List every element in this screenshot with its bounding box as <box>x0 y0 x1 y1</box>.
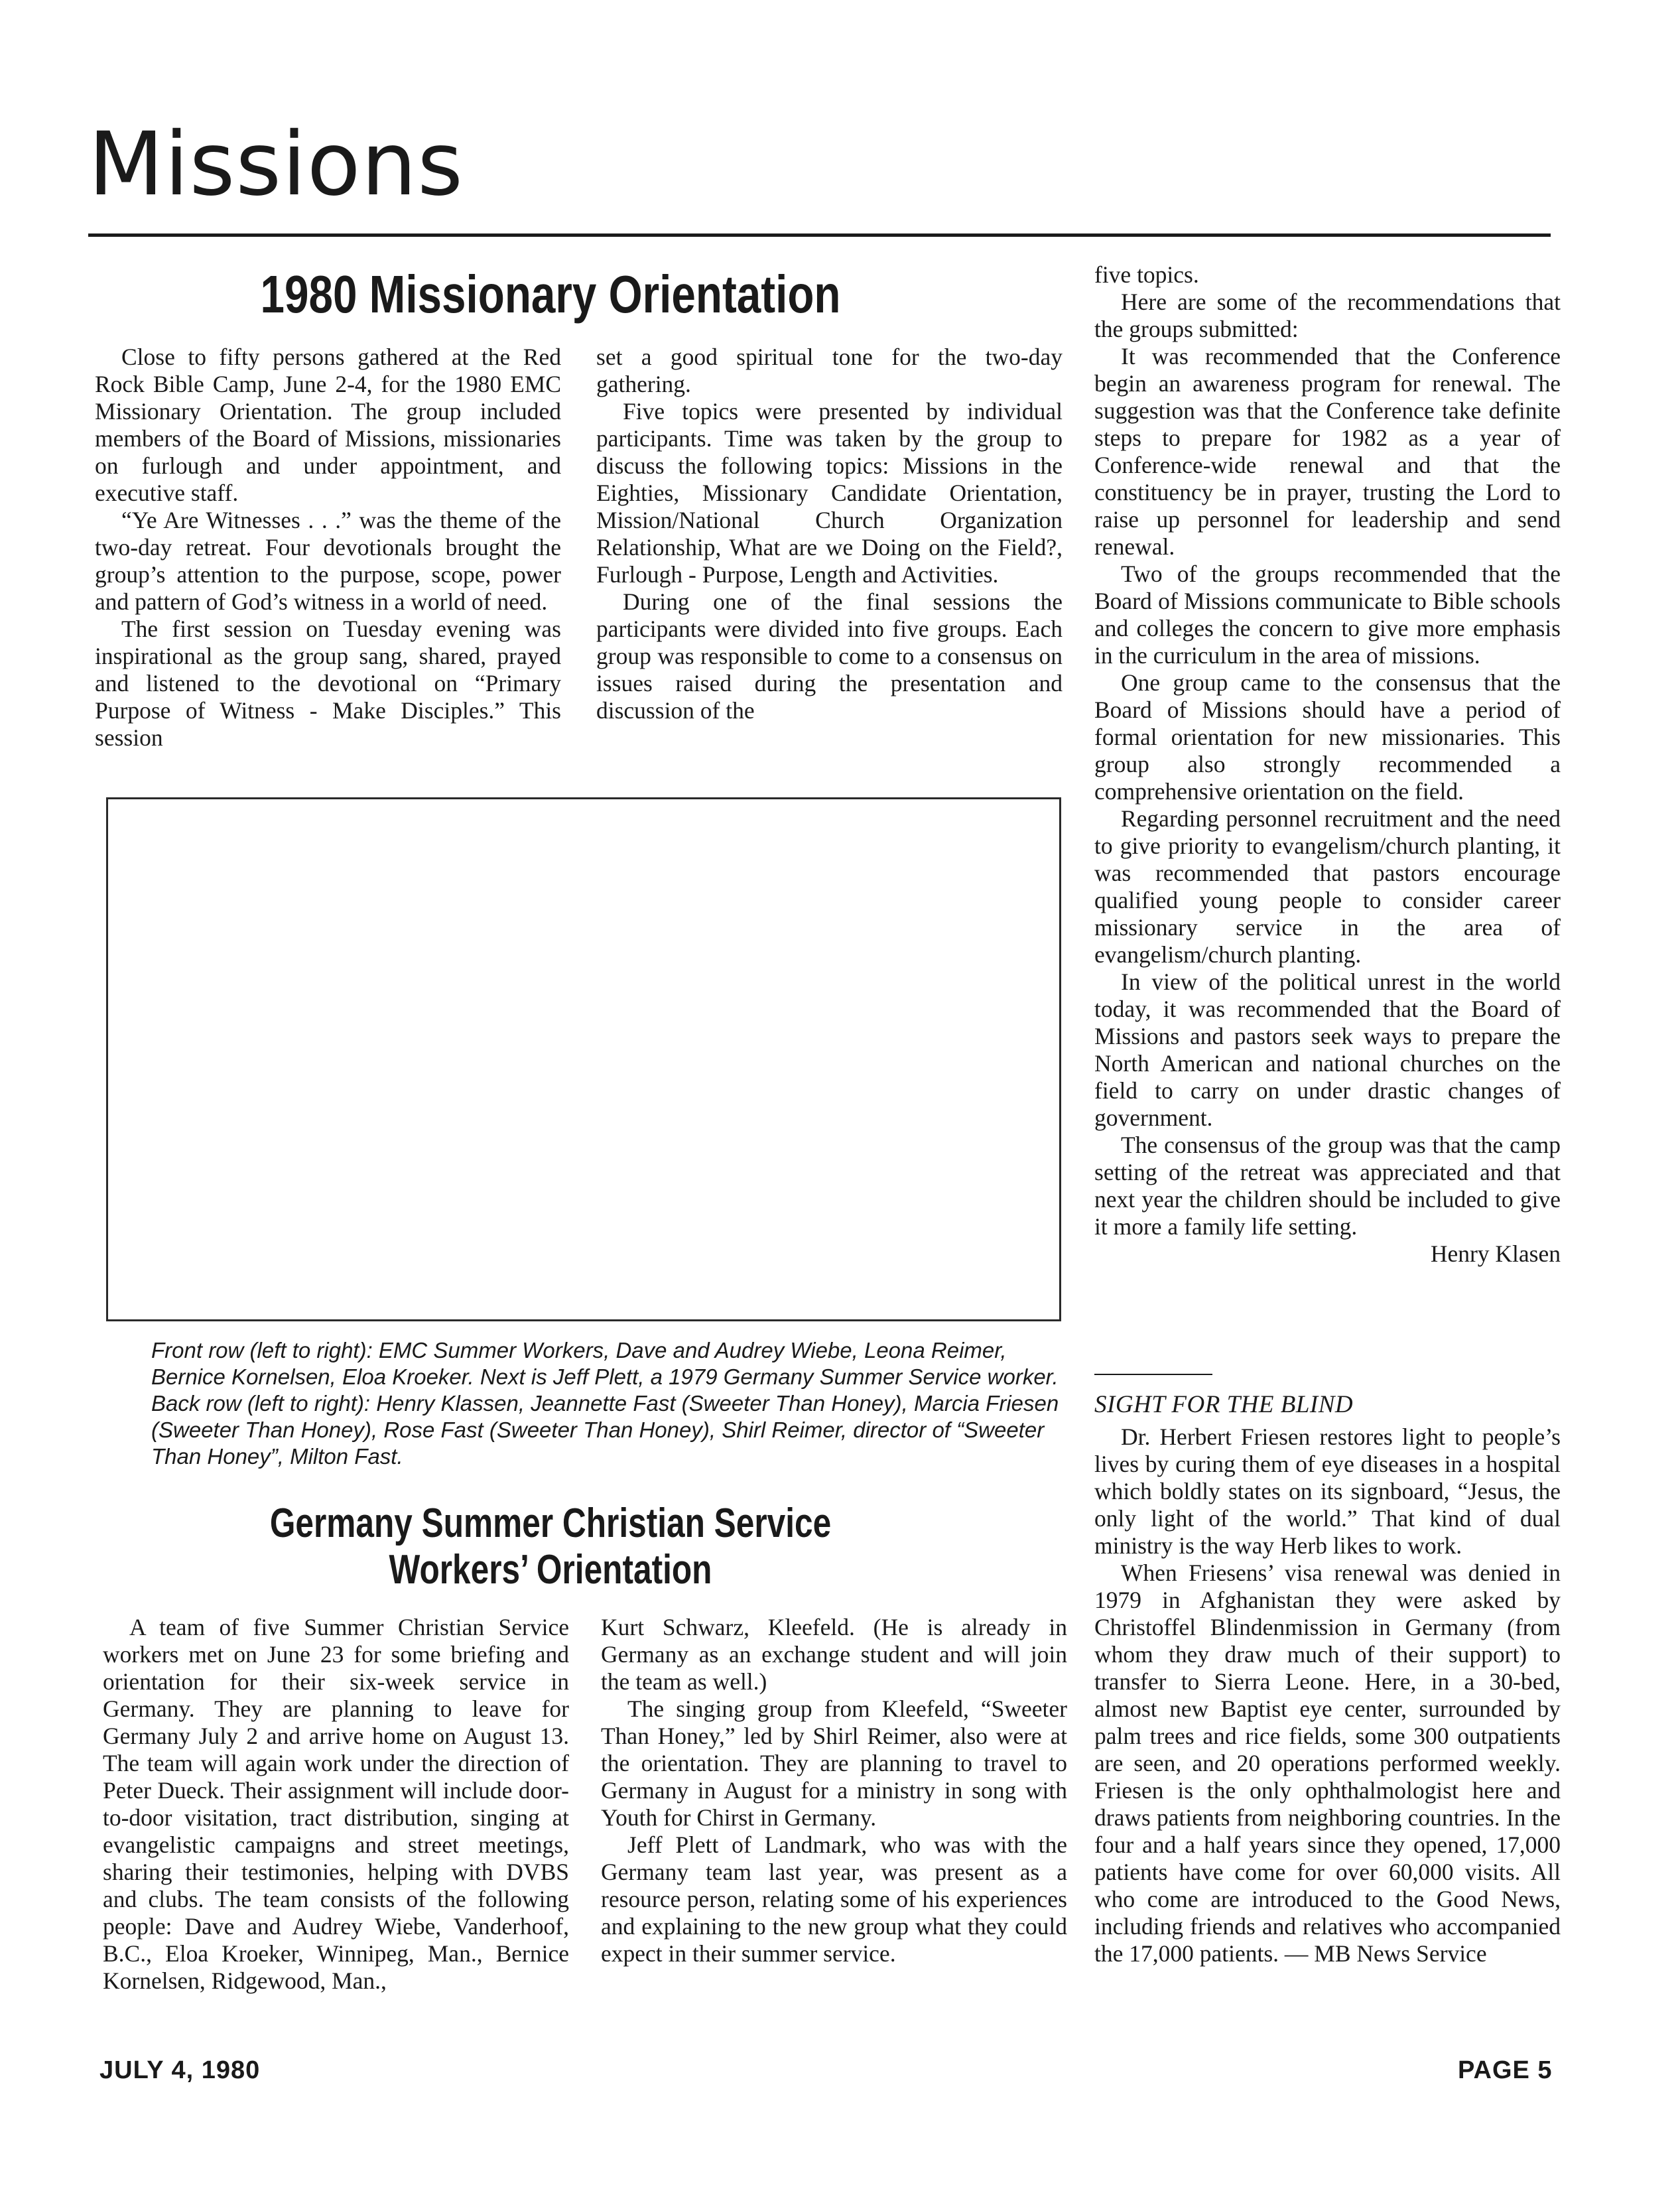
paragraph: Two of the groups recommended that the Board of Missions communicate to Bible schools and colleges the concern to give more emphasis in the curriculum in the area of missions. <box>1094 561 1561 669</box>
article1-column-1 <box>95 344 561 752</box>
headline-line-1: Germany Summer Christian Service <box>269 1500 832 1546</box>
paragraph: five topics. <box>1094 261 1199 288</box>
paragraph: When Friesens’ visa renewal was denied in 1979 in Afghanistan they were asked by Christoffel Blindenmission in Germany (from whom they draw much of their support) to transfer to Sierra Leone. Here, in a 30-bed, almost new Baptist eye center, surrounded by palm trees and rice fields, some 300 outpatients are seen, and 20 operations performed weekly. Friesen is the only ophthalmologist here and draws patients from neighboring countries. In the four and a half years since they opened, 17,000 patients have come for over 60,000 visits. All who come are introduced to the Good News, including friends and relatives who accompanied the 17,000 patients. — MB News Service <box>1094 1559 1561 1967</box>
article-headline-germany <box>237 1500 864 1593</box>
byline-row <box>1094 1240 1561 1268</box>
headline-line-2: Workers’ Orientation <box>389 1547 712 1593</box>
paragraph: Jeff Plett of Landmark, who was with the Germany team last year, was present as a resource person, relating some of his experiences and explaining to the new group what they could expect in their summer service. <box>601 1831 1067 1967</box>
paragraph: In view of the political unrest in the world today, it was recommended that the Board of Missions and pastors seek ways to prepare the North American and national churches on the field to carry on under drastic changes of government. <box>1094 968 1561 1131</box>
paragraph: The consensus of the group was that the camp setting of the retreat was appreciated and that next year the children should be included to give it more a family life setting. <box>1094 1132 1561 1240</box>
paragraph: The first session on Tuesday evening was inspirational as the group sang, shared, prayed and listened to the devotional on “Primary Purpose of Witness - Make Disciples.” This session <box>95 616 561 751</box>
article-headline-orientation: 1980 Missionary Orientation <box>260 265 841 324</box>
paragraph: Dr. Herbert Friesen restores light to people’s lives by curing them of eye diseases in a hospital which boldly states on its signboard, “Jesus, the only light of the world.” That kind of dual ministry is the way Herb likes to work. <box>1094 1424 1561 1559</box>
article1-column-2 <box>596 344 1063 724</box>
paragraph: Five topics were presented by individual participants. Time was taken by the group to discuss the following topics: Missions in the Eighties, Missionary Candidate Orientation, Mission/National Church Organization Relationship, What are we Doing on the Field?, Furlough - Purpose, Length and Activities. <box>596 398 1063 588</box>
footer-date: JULY 4, 1980 <box>99 2056 261 2084</box>
photo-caption <box>98 1337 1073 1470</box>
paragraph: Kurt Schwarz, Kleefeld. (He is already in Germany as an exchange student and will join the team as well.) <box>601 1614 1067 1695</box>
caption-text: Front row (left to right): EMC Summer Workers, Dave and Audrey Wiebe, Leona Reimer, Bernice Kornelsen, Eloa Kroeker. Next is Jeff Plett, a 1979 Germany Summer Service worker. Back row (left to right): Henry Klassen, Jeannette Fast (Sweeter Than Honey), Marcia Friesen (Sweeter Than Honey), Rose Fast (Sweeter Than Honey), Shirl Reimer, director of “Sweeter Than Honey”, Milton Fast. <box>151 1338 1059 1469</box>
paragraph: Close to fifty persons gathered at the Red Rock Bible Camp, June 2-4, for the 1980 EMC Missionary Orientation. The group included members of the Board of Missions, missionaries on furlough and under appointment, and executive staff. <box>95 344 561 506</box>
footer-page-number: PAGE 5 <box>1458 2056 1553 2084</box>
article1-column-3 <box>1094 261 1561 1268</box>
paragraph: “Ye Are Witnesses . . .” was the theme of the two-day retreat. Four devotionals brought the group’s attention to the purpose, scope, power and pattern of God’s witness in a world of need. <box>95 507 561 615</box>
article2-column-2 <box>601 1614 1067 1967</box>
paragraph: A team of five Summer Christian Service workers met on June 23 for some briefing and orientation for their six-week service in Germany. They are planning to leave for Germany July 2 and arrive home on August 13. The team will again work under the direction of Peter Dueck. Their assignment will include door-to-door visitation, tract distribution, singing at evangelistic campaigns and street meetings, sharing their testimonies, helping with DVBS and clubs. The team consists of the following people: Dave and Audrey Wiebe, Vanderhoof, B.C., Eloa Kroeker, Winnipeg, Man., Bernice Kornelsen, Ridgewood, Man., <box>103 1614 569 1994</box>
paragraph: Regarding personnel recruitment and the need to give priority to evangelism/church planting, it was recommended that pastors encourage qualified young people to consider career missionary service in the area of evangelism/church planting. <box>1094 805 1561 968</box>
paragraph: It was recommended that the Conference begin an awareness program for renewal. The suggestion was that the Conference take definite steps to prepare for 1982 as a year of Conference-wide renewal and that the constituency be in prayer, trusting the Lord to raise up personnel for leadership and send renewal. <box>1094 343 1561 560</box>
article3-column <box>1094 1424 1561 1967</box>
paragraph: set a good spiritual tone for the two-day gathering. <box>596 344 1063 397</box>
paragraph: Here are some of the recommendations that the groups submitted: <box>1094 289 1561 342</box>
divider <box>1094 1374 1212 1375</box>
paragraph: The singing group from Kleefeld, “Sweeter Than Honey,” led by Shirl Reimer, also were at the orientation. They are planning to travel to Germany in August for a ministry in song with Youth for Chirst in Germany. <box>601 1695 1067 1831</box>
section-title: Missions <box>88 113 464 216</box>
paragraph: One group came to the consensus that the Board of Missions should have a period of formal orientation for new missionaries. This group also strongly recommended a comprehensive orientation on the field. <box>1094 669 1561 805</box>
article2-column-1 <box>103 1614 569 1995</box>
article-headline-sight: SIGHT FOR THE BLIND <box>1094 1391 1354 1418</box>
byline: Henry Klasen <box>1430 1240 1561 1267</box>
header-rule <box>88 233 1551 237</box>
group-photo <box>106 797 1061 1321</box>
paragraph: During one of the final sessions the participants were divided into five groups. Each group was responsible to come to a consensus on issues raised during the presentation and discussion of the <box>596 588 1063 724</box>
